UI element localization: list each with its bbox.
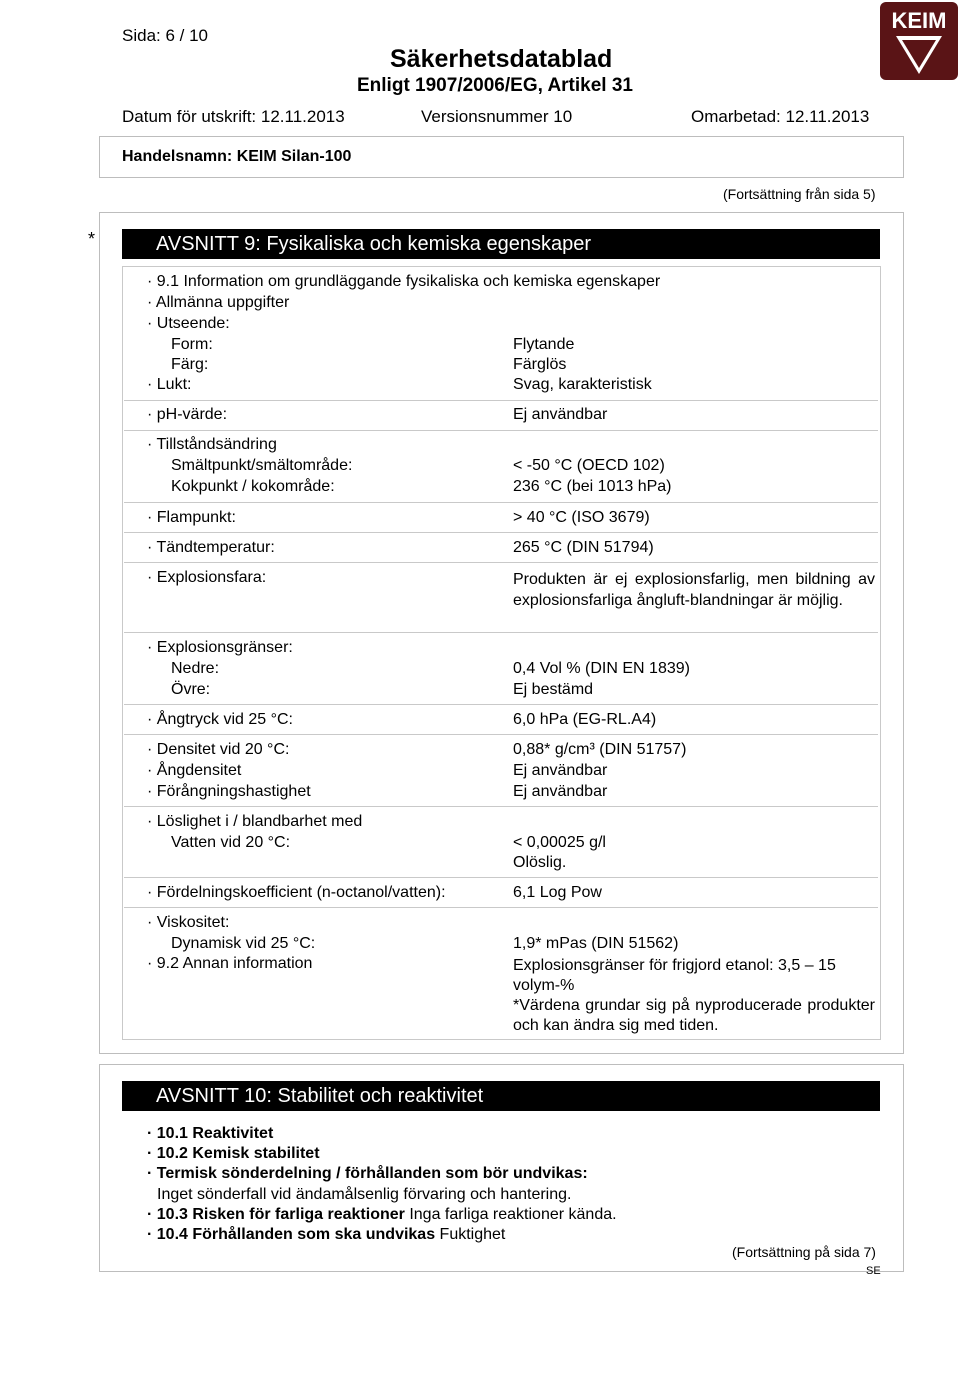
prop-label: · Ångtryck vid 25 °C: xyxy=(147,711,293,728)
prop-value: 6,0 hPa (EG-RL.A4) xyxy=(513,711,657,728)
prop-value: Produkten är ej explosionsfarlig, men bildning av explosionsfarliga ångluft-blandningar är möjlig. xyxy=(513,571,875,609)
prop-label: Färg: xyxy=(171,356,209,373)
row-divider xyxy=(124,704,878,705)
prop-label: · Viskositet: xyxy=(147,914,230,931)
page-number: Sida: 6 / 10 xyxy=(122,26,209,45)
chemical-stability: · 10.2 Kemisk stabilitet xyxy=(147,1145,320,1162)
prop-value: 265 °C (DIN 51794) xyxy=(513,539,654,556)
document-subtitle: Enligt 1907/2006/EG, Artikel 31 xyxy=(357,75,633,96)
prop-value: Färglös xyxy=(513,356,567,373)
prop-label: Kokpunkt / kokområde: xyxy=(171,478,335,495)
prop-value: < -50 °C (OECD 102) xyxy=(513,457,665,474)
hazardous-reactions-text: Inga farliga reaktioner kända. xyxy=(404,1206,617,1223)
svg-text:KEIM: KEIM xyxy=(891,8,947,33)
prop-label: Nedre: xyxy=(171,660,220,677)
prop-label: · pH-värde: xyxy=(147,406,228,423)
prop-value: Svag, karakteristisk xyxy=(513,376,652,393)
prop-label: · Allmänna uppgifter xyxy=(147,294,290,311)
prop-value: Ej användbar xyxy=(513,406,608,423)
row-divider xyxy=(124,430,878,431)
prop-label: Smältpunkt/smältområde: xyxy=(171,457,353,474)
conditions-to-avoid-label: · 10.4 Förhållanden som ska undvikas xyxy=(147,1226,436,1243)
row-divider xyxy=(124,532,878,533)
prop-value: 0,88* g/cm³ (DIN 51757) xyxy=(513,741,687,758)
row-divider xyxy=(124,877,878,878)
prop-label: · Löslighet i / blandbarhet med xyxy=(147,813,363,830)
row-divider xyxy=(124,502,878,503)
row-divider xyxy=(124,806,878,807)
prop-value: 0,4 Vol % (DIN EN 1839) xyxy=(513,660,690,677)
continued-to: (Fortsättning på sida 7) xyxy=(732,1244,876,1260)
change-marker: * xyxy=(88,229,96,249)
prop-value: Flytande xyxy=(513,336,575,353)
row-divider xyxy=(124,400,878,401)
reactivity: · 10.1 Reaktivitet xyxy=(147,1125,274,1142)
prop-label: · Utseende: xyxy=(147,315,230,332)
hazardous-reactions-label: · 10.3 Risken för farliga reaktioner xyxy=(147,1206,405,1223)
prop-label: · Lukt: xyxy=(147,376,192,393)
hazardous-reactions xyxy=(147,1207,617,1223)
row-divider xyxy=(124,632,878,633)
prop-label: · Tillståndsändring xyxy=(147,436,277,453)
prop-value: < 0,00025 g/l xyxy=(513,834,606,851)
prop-label: · 9.1 Information om grundläggande fysikaliska och kemiska egenskaper xyxy=(147,273,661,290)
language-code: SE xyxy=(866,1265,881,1277)
row-divider xyxy=(124,907,878,908)
document-title: Säkerhetsdatablad xyxy=(390,45,613,73)
continued-from: (Fortsättning från sida 5) xyxy=(723,186,876,202)
thermal-decomposition-text: Inget sönderfall vid ändamålsenlig förvaring och hantering. xyxy=(157,1186,572,1203)
prop-label: Dynamisk vid 25 °C: xyxy=(171,935,316,952)
revised-date: Omarbetad: 12.11.2013 xyxy=(691,107,870,126)
section9-title: AVSNITT 9: Fysikaliska och kemiska egenskaper xyxy=(122,229,880,259)
print-date: Datum för utskrift: 12.11.2013 xyxy=(122,107,345,126)
prop-label: · Explosionsgränser: xyxy=(147,639,293,656)
trade-name: Handelsnamn: KEIM Silan-100 xyxy=(122,148,352,165)
prop-label: · Tändtemperatur: xyxy=(147,539,275,556)
row-divider xyxy=(124,562,878,563)
prop-value: Ej användbar xyxy=(513,762,608,779)
conditions-to-avoid-text: Fuktighet xyxy=(435,1226,506,1243)
section10-title: AVSNITT 10: Stabilitet och reaktivitet xyxy=(122,1081,880,1111)
prop-value: > 40 °C (ISO 3679) xyxy=(513,509,650,526)
prop-value: 6,1 Log Pow xyxy=(513,884,602,901)
prop-label: · Explosionsfara: xyxy=(147,569,267,586)
row-divider xyxy=(124,734,878,735)
prop-value: Ej bestämd xyxy=(513,681,594,698)
prop-value: Ej användbar xyxy=(513,783,608,800)
prop-value: 1,9* mPas (DIN 51562) xyxy=(513,935,679,952)
prop-label: Övre: xyxy=(171,681,211,698)
prop-value: Olöslig. xyxy=(513,854,567,871)
prop-label: Vatten vid 20 °C: xyxy=(171,834,291,851)
thermal-decomposition-label: · Termisk sönderdelning / förhållanden som bör undvikas: xyxy=(147,1165,588,1182)
prop-label: · Fördelningskoefficient (n-octanol/vatten): xyxy=(147,884,446,901)
prop-value: Explosionsgränser för frigjord etanol: 3,5 – 15 volym-% xyxy=(513,957,836,994)
prop-label: · 9.2 Annan information xyxy=(147,955,313,972)
prop-label: Form: xyxy=(171,336,213,353)
prop-label: · Densitet vid 20 °C: xyxy=(147,741,290,758)
prop-label: · Flampunkt: xyxy=(147,509,236,526)
prop-value: *Värdena grundar sig på nyproducerade produkter och kan ändra sig med tiden. xyxy=(513,997,875,1034)
prop-label: · Ångdensitet xyxy=(147,762,242,779)
keim-logo xyxy=(880,2,958,80)
prop-label: · Förångningshastighet xyxy=(147,783,311,800)
version-number: Versionsnummer 10 xyxy=(421,107,573,126)
prop-value: 236 °C (bei 1013 hPa) xyxy=(513,478,672,495)
conditions-to-avoid xyxy=(147,1227,505,1243)
